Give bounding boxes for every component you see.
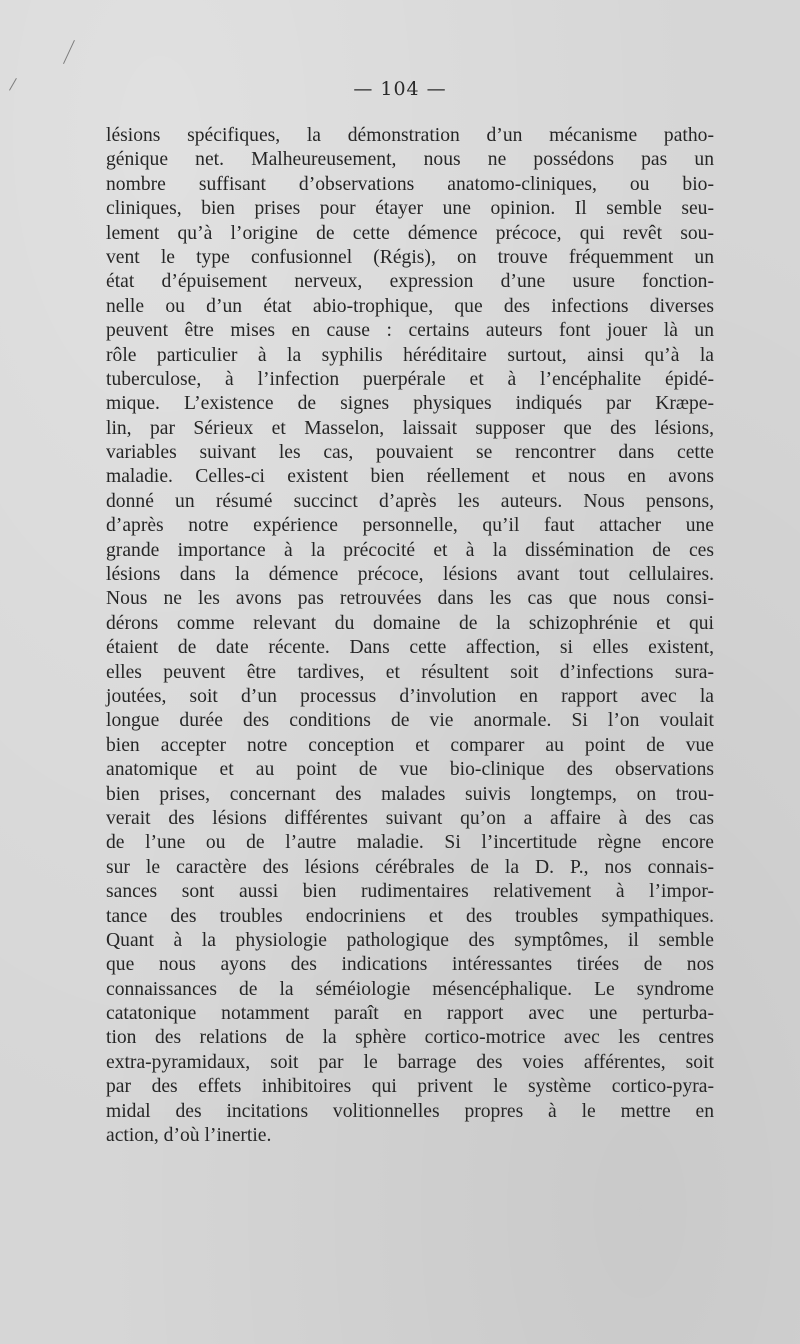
text-line: dérons comme relevant du domaine de la schizophrénie et qui bbox=[106, 612, 714, 634]
text-line: donné un résumé succinct d’après les auteurs. Nous pensons, bbox=[106, 490, 714, 512]
text-line: que nous ayons des indications intéressantes tirées de nos bbox=[106, 954, 714, 976]
text-line: elles peuvent être tardives, et résultent soit d’infections sura- bbox=[106, 661, 714, 683]
text-line: lin, par Sérieux et Masselon, laissait supposer que des lésions, bbox=[106, 417, 714, 439]
text-line: génique net. Malheureusement, nous ne possédons pas un bbox=[106, 149, 714, 171]
text-line: grande importance à la précocité et à la dissémination de ces bbox=[106, 539, 714, 561]
text-line: nelle ou d’un état abio-trophique, que des infections diverses bbox=[106, 295, 714, 317]
text-line: peuvent être mises en cause : certains auteurs font jouer là un bbox=[106, 320, 714, 342]
text-line: vent le type confusionnel (Régis), on trouve fréquemment un bbox=[106, 246, 714, 268]
text-line: tion des relations de la sphère cortico-motrice avec les centres bbox=[106, 1027, 714, 1049]
text-line: nombre suffisant d’observations anatomo-cliniques, ou bio- bbox=[106, 173, 714, 195]
text-line: lésions spécifiques, la démonstration d’un mécanisme patho- bbox=[106, 125, 714, 146]
text-line: bien prises, concernant des malades suivis longtemps, on trou- bbox=[106, 783, 714, 805]
text-line: cliniques, bien prises pour étayer une opinion. Il semble seu- bbox=[106, 198, 714, 220]
text-line: maladie. Celles-ci existent bien réellement et nous en avons bbox=[106, 466, 714, 488]
text-line: Nous ne les avons pas retrouvées dans les cas que nous consi- bbox=[106, 588, 714, 610]
text-line: connaissances de la séméiologie mésencéphalique. Le syndrome bbox=[106, 978, 714, 1000]
text-line: de l’une ou de l’autre maladie. Si l’incertitude règne encore bbox=[106, 832, 714, 854]
text-line: extra-pyramidaux, soit par le barrage des voies afférentes, soit bbox=[106, 1051, 714, 1073]
margin-pencil-mark bbox=[63, 40, 75, 64]
text-line: sances sont aussi bien rudimentaires relativement à l’impor- bbox=[106, 881, 714, 903]
text-line: bien accepter notre conception et comparer au point de vue bbox=[106, 734, 714, 756]
text-line: midal des incitations volitionnelles propres à le mettre en bbox=[106, 1100, 714, 1122]
text-line: étaient de date récente. Dans cette affection, si elles existent, bbox=[106, 637, 714, 659]
text-line: verait des lésions différentes suivant qu’on a affaire à des cas bbox=[106, 807, 714, 829]
text-line: sur le caractère des lésions cérébrales de la D. P., nos connais- bbox=[106, 856, 714, 878]
text-line: anatomique et au point de vue bio-clinique des observations bbox=[106, 759, 714, 781]
text-line: tuberculose, à l’infection puerpérale et à l’encéphalite épidé- bbox=[106, 368, 714, 390]
text-line: lement qu’à l’origine de cette démence précoce, qui revêt sou- bbox=[106, 222, 714, 244]
body-paragraph bbox=[106, 124, 714, 1148]
text-line: action, d’où l’inertie. bbox=[106, 1125, 272, 1147]
text-line: longue durée des conditions de vie anormale. Si l’on voulait bbox=[106, 710, 714, 732]
text-line: d’après notre expérience personnelle, qu’il faut attacher une bbox=[106, 515, 714, 537]
text-line: rôle particulier à la syphilis héréditaire surtout, ainsi qu’à la bbox=[106, 344, 714, 366]
text-line: mique. L’existence de signes physiques indiqués par Kræpe- bbox=[106, 393, 714, 415]
text-line: joutées, soit d’un processus d’involution en rapport avec la bbox=[106, 685, 714, 707]
text-line: état d’épuisement nerveux, expression d’une usure fonction- bbox=[106, 271, 714, 293]
text-line: variables suivant les cas, pouvaient se rencontrer dans cette bbox=[106, 442, 714, 464]
text-line: tance des troubles endocriniens et des troubles sympathiques. bbox=[106, 905, 714, 927]
page-number: — 104 — bbox=[353, 78, 447, 100]
text-line: par des effets inhibitoires qui privent le système cortico-pyra- bbox=[106, 1076, 714, 1098]
text-line: lésions dans la démence précoce, lésions avant tout cellulaires. bbox=[106, 564, 714, 586]
text-line: Quant à la physiologie pathologique des symptômes, il semble bbox=[106, 929, 714, 951]
text-line: catatonique notamment paraît en rapport avec une perturba- bbox=[106, 1003, 714, 1025]
